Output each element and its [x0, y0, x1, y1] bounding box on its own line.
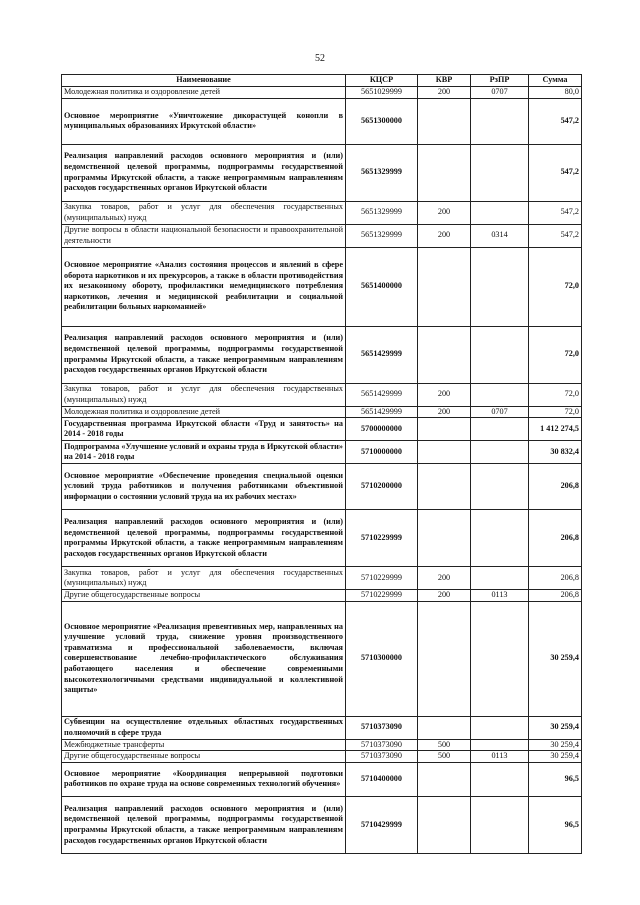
cell-name: Межбюджетные трансферты — [62, 739, 346, 751]
table-row — [62, 762, 582, 796]
cell-kcsr: 5651300000 — [346, 98, 418, 144]
cell-rzpr — [471, 510, 529, 567]
cell-sum: 547,2 — [529, 201, 582, 224]
table-row — [62, 144, 582, 201]
cell-kvr — [418, 796, 471, 853]
cell-kvr — [418, 601, 471, 716]
table-row — [62, 796, 582, 853]
table-row — [62, 751, 582, 763]
cell-rzpr: 0113 — [471, 590, 529, 602]
table-header-row — [62, 75, 582, 87]
cell-rzpr — [471, 98, 529, 144]
cell-rzpr — [471, 144, 529, 201]
cell-name: Молодежная политика и оздоровление детей — [62, 406, 346, 418]
cell-rzpr — [471, 716, 529, 739]
cell-sum: 30 832,4 — [529, 441, 582, 464]
cell-rzpr: 0314 — [471, 224, 529, 247]
table-row — [62, 201, 582, 224]
header-sum: Сумма — [529, 75, 582, 87]
table-row — [62, 441, 582, 464]
cell-rzpr — [471, 796, 529, 853]
page-number: 52 — [315, 53, 325, 64]
cell-kvr: 200 — [418, 201, 471, 224]
cell-kcsr: 5651029999 — [346, 87, 418, 99]
cell-kvr — [418, 464, 471, 510]
cell-sum: 72,0 — [529, 247, 582, 326]
table-row — [62, 418, 582, 441]
cell-kcsr: 5710229999 — [346, 510, 418, 567]
cell-sum: 206,8 — [529, 510, 582, 567]
cell-name: Основное мероприятие «Реализация превентивных мер, направленных на улучшение условий труда, снижение уровня производственного травматизма и профессиональной заболеваемости, включая совершенствование лечебно-профилактического обслуживания работающего населения и обеспечение современными высокотехнологичными средствами индивидуальной и коллективной защиты» — [62, 601, 346, 716]
cell-kcsr: 5651329999 — [346, 201, 418, 224]
cell-kvr: 500 — [418, 751, 471, 763]
cell-kcsr: 5710373090 — [346, 751, 418, 763]
cell-rzpr — [471, 383, 529, 406]
cell-rzpr — [471, 247, 529, 326]
cell-kvr: 500 — [418, 739, 471, 751]
table-row — [62, 247, 582, 326]
cell-sum: 1 412 274,5 — [529, 418, 582, 441]
cell-name: Закупка товаров, работ и услуг для обеспечения государственных (муниципальных) нужд — [62, 201, 346, 224]
cell-rzpr: 0707 — [471, 87, 529, 99]
cell-kcsr: 5651429999 — [346, 326, 418, 383]
header-name: Наименование — [62, 75, 346, 87]
cell-name: Другие вопросы в области национальной безопасности и правоохранительной деятельности — [62, 224, 346, 247]
table-row — [62, 510, 582, 567]
cell-sum: 206,8 — [529, 590, 582, 602]
table-row — [62, 87, 582, 99]
cell-rzpr — [471, 464, 529, 510]
cell-kvr — [418, 441, 471, 464]
table-row — [62, 406, 582, 418]
cell-kcsr: 5710000000 — [346, 441, 418, 464]
cell-kvr: 200 — [418, 87, 471, 99]
cell-name: Основное мероприятие «Анализ состояния процессов и явлений в сфере оборота наркотиков и их прекурсоров, а также в области противодействия их незаконному обороту, профилактики немедицинского потребления наркотиков, лечения и медицинской реабилитации и социальной реабилитации больных наркоманией» — [62, 247, 346, 326]
cell-name: Государственная программа Иркутской области «Труд и занятость» на 2014 - 2018 годы — [62, 418, 346, 441]
table-row — [62, 739, 582, 751]
cell-name: Закупка товаров, работ и услуг для обеспечения государственных (муниципальных) нужд — [62, 567, 346, 590]
cell-kcsr: 5710429999 — [346, 796, 418, 853]
header-rzpr: РзПР — [471, 75, 529, 87]
cell-rzpr — [471, 441, 529, 464]
cell-kvr — [418, 716, 471, 739]
cell-kvr — [418, 326, 471, 383]
cell-sum: 30 259,4 — [529, 739, 582, 751]
cell-name: Основное мероприятие «Уничтожение дикорастущей конопли в муниципальных образованиях Иркутской области» — [62, 98, 346, 144]
cell-rzpr — [471, 201, 529, 224]
cell-kcsr: 5710229999 — [346, 567, 418, 590]
table-row — [62, 224, 582, 247]
cell-rzpr — [471, 739, 529, 751]
cell-kcsr: 5710300000 — [346, 601, 418, 716]
cell-name: Подпрограмма «Улучшение условий и охраны труда в Иркутской области» на 2014 - 2018 годы — [62, 441, 346, 464]
table-body — [62, 87, 582, 854]
cell-kcsr: 5710373090 — [346, 739, 418, 751]
cell-sum: 72,0 — [529, 406, 582, 418]
table-row — [62, 590, 582, 602]
cell-sum: 547,2 — [529, 98, 582, 144]
cell-kcsr: 5710229999 — [346, 590, 418, 602]
cell-rzpr — [471, 567, 529, 590]
cell-name: Молодежная политика и оздоровление детей — [62, 87, 346, 99]
cell-kvr: 200 — [418, 383, 471, 406]
cell-name: Закупка товаров, работ и услуг для обеспечения государственных (муниципальных) нужд — [62, 383, 346, 406]
cell-rzpr: 0707 — [471, 406, 529, 418]
cell-kvr — [418, 418, 471, 441]
cell-sum: 72,0 — [529, 326, 582, 383]
table-row — [62, 716, 582, 739]
cell-sum: 96,5 — [529, 762, 582, 796]
cell-name: Реализация направлений расходов основного мероприятия и (или) ведомственной целевой программы, подпрограммы государственной программы Иркутской области, а также непрограммным направлениям расходов государственных органов Иркутской области — [62, 144, 346, 201]
cell-sum: 72,0 — [529, 383, 582, 406]
cell-name: Основное мероприятие «Обеспечение проведения специальной оценки условий труда работников и получения работниками объективной информации о состоянии условий труда на их рабочих местах» — [62, 464, 346, 510]
cell-name: Основное мероприятие «Координация непрерывной подготовки работников по охране труда на основе современных технологий обучения» — [62, 762, 346, 796]
cell-rzpr — [471, 762, 529, 796]
budget-table — [61, 74, 582, 854]
cell-rzpr — [471, 326, 529, 383]
table-row — [62, 98, 582, 144]
cell-kcsr: 5651429999 — [346, 383, 418, 406]
cell-kvr — [418, 144, 471, 201]
cell-name: Реализация направлений расходов основного мероприятия и (или) ведомственной целевой программы, подпрограммы государственной программы Иркутской области, а также непрограммным направлениям расходов государственных органов Иркутской области — [62, 510, 346, 567]
cell-kvr — [418, 247, 471, 326]
cell-sum: 206,8 — [529, 464, 582, 510]
cell-sum: 30 259,4 — [529, 601, 582, 716]
cell-kcsr: 5700000000 — [346, 418, 418, 441]
cell-kcsr: 5651329999 — [346, 224, 418, 247]
cell-kvr — [418, 98, 471, 144]
cell-kcsr: 5651429999 — [346, 406, 418, 418]
table-row — [62, 464, 582, 510]
table-row — [62, 567, 582, 590]
cell-kvr — [418, 510, 471, 567]
cell-kvr: 200 — [418, 224, 471, 247]
cell-kvr: 200 — [418, 567, 471, 590]
cell-kcsr: 5651400000 — [346, 247, 418, 326]
table-row — [62, 326, 582, 383]
header-kvr: КВР — [418, 75, 471, 87]
cell-sum: 547,2 — [529, 224, 582, 247]
cell-kvr — [418, 762, 471, 796]
table-row — [62, 601, 582, 716]
cell-kcsr: 5710373090 — [346, 716, 418, 739]
cell-name: Реализация направлений расходов основного мероприятия и (или) ведомственной целевой программы, подпрограммы государственной программы Иркутской области, а также непрограммным направлениям расходов государственных органов Иркутской области — [62, 796, 346, 853]
cell-sum: 206,8 — [529, 567, 582, 590]
cell-kcsr: 5710400000 — [346, 762, 418, 796]
header-kcsr: КЦСР — [346, 75, 418, 87]
cell-kvr: 200 — [418, 406, 471, 418]
cell-rzpr — [471, 418, 529, 441]
cell-rzpr — [471, 601, 529, 716]
cell-sum: 80,0 — [529, 87, 582, 99]
cell-sum: 30 259,4 — [529, 751, 582, 763]
cell-kcsr: 5710200000 — [346, 464, 418, 510]
cell-name: Другие общегосударственные вопросы — [62, 751, 346, 763]
cell-name: Другие общегосударственные вопросы — [62, 590, 346, 602]
cell-rzpr: 0113 — [471, 751, 529, 763]
cell-kvr: 200 — [418, 590, 471, 602]
cell-sum: 96,5 — [529, 796, 582, 853]
cell-sum: 30 259,4 — [529, 716, 582, 739]
cell-sum: 547,2 — [529, 144, 582, 201]
cell-name: Реализация направлений расходов основного мероприятия и (или) ведомственной целевой программы, подпрограммы государственной программы Иркутской области, а также непрограммным направлениям расходов государственных органов Иркутской области — [62, 326, 346, 383]
cell-kcsr: 5651329999 — [346, 144, 418, 201]
table-row — [62, 383, 582, 406]
cell-name: Субвенции на осуществление отдельных областных государственных полномочий в сфере труда — [62, 716, 346, 739]
